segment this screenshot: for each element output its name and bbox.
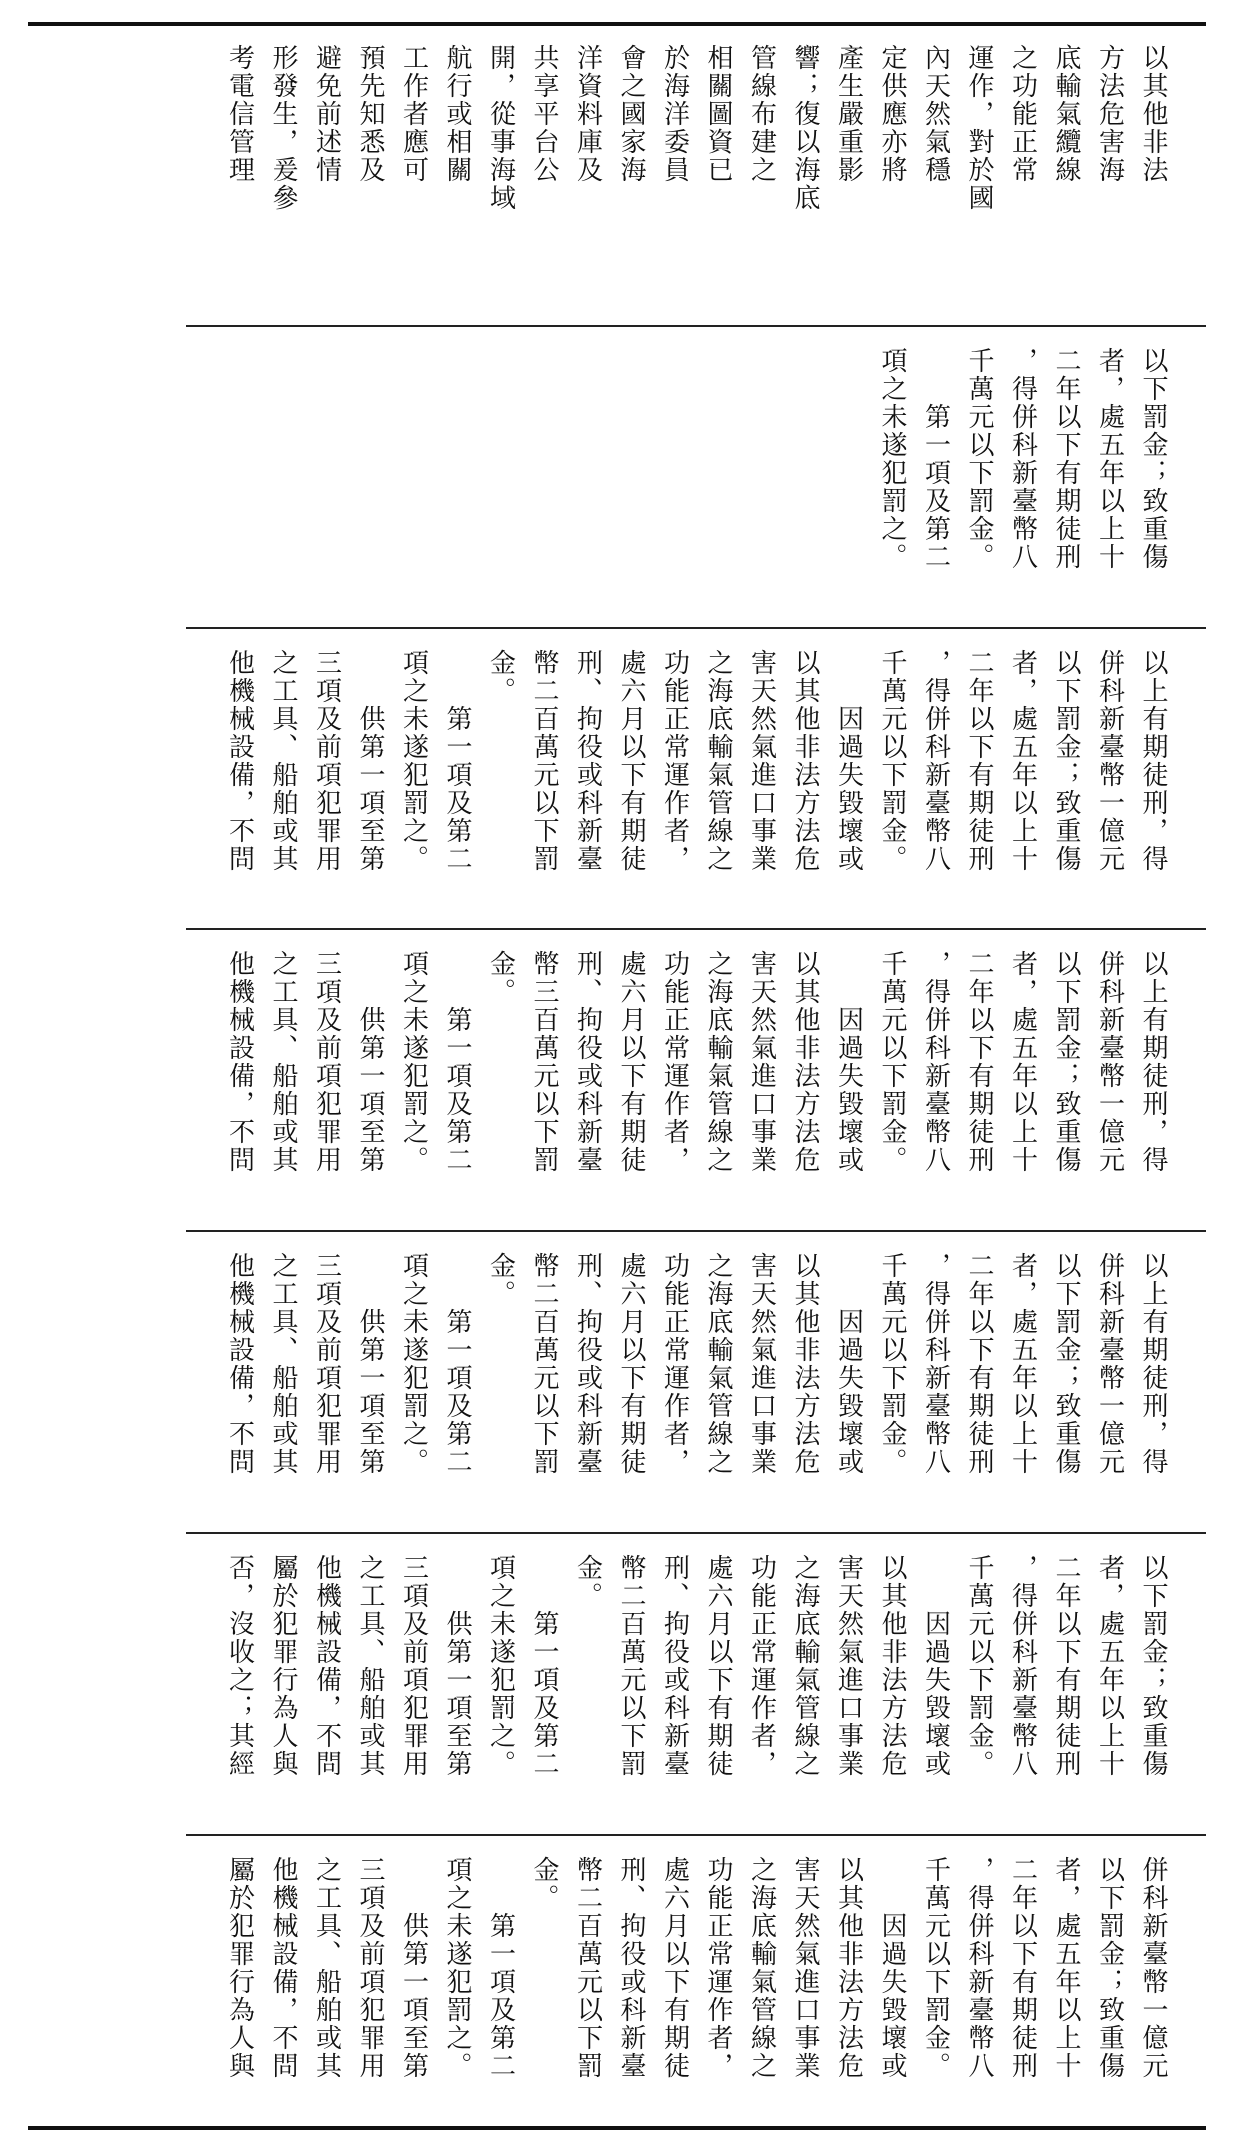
section-columns — [0, 936, 1234, 1226]
text-column: 之工具、船舶或其 — [268, 649, 298, 873]
section-divider — [186, 1834, 1206, 1836]
text-column: 因過失毀壞或 — [833, 649, 864, 873]
text-column: 二年以下有期徒刑 — [964, 1252, 994, 1476]
section-panel-4 — [0, 936, 1234, 1226]
text-column: 形發生，爰參 — [268, 44, 298, 212]
text-column: 因過失毀壞或 — [833, 1252, 864, 1476]
text-column: 二年以下有期徒刑 — [1007, 1856, 1038, 2080]
section-columns — [0, 1540, 1234, 1830]
text-column: 金。 — [485, 1252, 516, 1308]
text-column: 項之未遂犯罰之。 — [398, 1252, 429, 1476]
text-column: 功能正常運作者， — [746, 1554, 777, 1778]
text-column: 供第一項至第 — [355, 950, 385, 1174]
text-column: 二年以下有期徒刑 — [964, 950, 994, 1174]
text-column: 以其他非法 — [1138, 44, 1168, 184]
text-column: 千萬元以下罰金。 — [877, 1252, 907, 1476]
text-column: 處六月以下有期徒 — [616, 1252, 646, 1476]
text-column: 以其他非法方法危 — [790, 1252, 820, 1476]
text-column: 二年以下有期徒刑 — [964, 649, 994, 873]
text-column: 會之國家海 — [616, 44, 646, 184]
text-column: 以上有期徒刑，得 — [1138, 950, 1168, 1174]
text-column: 第一項及第二 — [485, 1856, 516, 2080]
section-panel-6 — [0, 1540, 1234, 1830]
text-column: 管線布建之 — [746, 44, 777, 184]
text-column: 處六月以下有期徒 — [703, 1554, 733, 1778]
text-column: 共享平台公 — [529, 44, 559, 184]
text-column: 避免前述情 — [311, 44, 342, 184]
text-column: 第一項及第二 — [529, 1554, 559, 1778]
text-column: 三項及前項犯罪用 — [355, 1856, 385, 2080]
section-divider — [186, 627, 1206, 629]
text-column: 產生嚴重影 — [833, 44, 864, 184]
text-column: 以下罰金；致重傷 — [1138, 1554, 1168, 1778]
text-column: 供第一項至第 — [355, 649, 385, 873]
text-column: 第一項及第二 — [442, 1252, 472, 1476]
text-column: 功能正常運作者， — [659, 1252, 690, 1476]
text-column: 內天然氣穩 — [920, 44, 951, 184]
text-column: 於海洋委員 — [659, 44, 690, 184]
text-column: 定供應亦將 — [877, 44, 907, 184]
text-column: ，得併科新臺幣八 — [1007, 347, 1038, 571]
text-column: 之海底輸氣管線之 — [703, 649, 733, 873]
text-column: 刑、拘役或科新臺 — [572, 1252, 603, 1476]
text-column: 之功能正常 — [1007, 44, 1038, 184]
text-column: 害天然氣進口事業 — [746, 649, 777, 873]
text-column: 三項及前項犯罪用 — [311, 649, 342, 873]
text-column: 刑、拘役或科新臺 — [572, 649, 603, 873]
section-panel-1 — [0, 30, 1234, 320]
text-column: 處六月以下有期徒 — [616, 649, 646, 873]
text-column: 千萬元以下罰金。 — [877, 950, 907, 1174]
text-column: 預先知悉及 — [355, 44, 385, 184]
text-column: 底輸氣纜線 — [1051, 44, 1081, 184]
text-column: 害天然氣進口事業 — [833, 1554, 864, 1778]
text-column: 項之未遂犯罰之。 — [398, 649, 429, 873]
text-column: 刑、拘役或科新臺 — [572, 950, 603, 1174]
text-column: 千萬元以下罰金。 — [877, 649, 907, 873]
text-column: 之工具、船舶或其 — [355, 1554, 385, 1778]
text-column: 屬於犯罪行為人與 — [224, 1856, 255, 2080]
text-column: 三項及前項犯罪用 — [311, 950, 342, 1174]
text-column: 者，處五年以上十 — [1094, 1554, 1125, 1778]
text-column: 幣二百萬元以下罰 — [616, 1554, 646, 1778]
text-column: 項之未遂犯罰之。 — [877, 347, 907, 571]
text-column: 千萬元以下罰金。 — [920, 1856, 951, 2080]
text-column: 幣二百萬元以下罰 — [529, 1252, 559, 1476]
text-column: 功能正常運作者， — [659, 649, 690, 873]
text-column: 者，處五年以上十 — [1051, 1856, 1081, 2080]
section-columns — [0, 30, 1168, 320]
text-column: 幣三百萬元以下罰 — [529, 950, 559, 1174]
text-column: 以下罰金；致重傷 — [1051, 1252, 1081, 1476]
text-column: 之海底輸氣管線之 — [703, 1252, 733, 1476]
text-column: ，得併科新臺幣八 — [920, 649, 951, 873]
text-column: 之工具、船舶或其 — [311, 1856, 342, 2080]
text-column: 害天然氣進口事業 — [746, 1252, 777, 1476]
text-column: 以其他非法方法危 — [790, 950, 820, 1174]
text-column: 以其他非法方法危 — [877, 1554, 907, 1778]
text-column: 方法危害海 — [1094, 44, 1125, 184]
text-column: 者，處五年以上十 — [1094, 347, 1125, 571]
text-column: 幣二百萬元以下罰 — [529, 649, 559, 873]
section-columns — [0, 635, 1234, 923]
text-column: 併科新臺幣一億元 — [1094, 649, 1125, 873]
text-column: 併科新臺幣一億元 — [1094, 950, 1125, 1174]
text-column: 項之未遂犯罰之。 — [398, 950, 429, 1174]
section-divider — [186, 928, 1206, 930]
text-column: 項之未遂犯罰之。 — [442, 1856, 472, 2080]
text-column: 者，處五年以上十 — [1007, 1252, 1038, 1476]
text-column: 以上有期徒刑，得 — [1138, 1252, 1168, 1476]
text-column: 刑、拘役或科新臺 — [659, 1554, 690, 1778]
top-rule — [28, 22, 1206, 26]
text-column: 功能正常運作者， — [703, 1856, 733, 2080]
text-column: 併科新臺幣一億元 — [1138, 1856, 1168, 2080]
text-column: 他機械設備，不問 — [311, 1554, 342, 1778]
text-column: 金。 — [572, 1554, 603, 1610]
text-column: 之海底輸氣管線之 — [790, 1554, 820, 1778]
text-column: 幣二百萬元以下罰 — [572, 1856, 603, 2080]
text-column: 刑、拘役或科新臺 — [616, 1856, 646, 2080]
text-column: 以其他非法方法危 — [790, 649, 820, 873]
text-column: 洋資料庫及 — [572, 44, 603, 184]
text-column: 二年以下有期徒刑 — [1051, 347, 1081, 571]
section-divider — [186, 1532, 1206, 1534]
text-column: 以下罰金；致重傷 — [1094, 1856, 1125, 2080]
text-column: 金。 — [485, 950, 516, 1006]
text-column: 因過失毀壞或 — [877, 1856, 907, 2080]
text-column: 處六月以下有期徒 — [616, 950, 646, 1174]
text-column: 併科新臺幣一億元 — [1094, 1252, 1125, 1476]
section-columns — [0, 1842, 1234, 2124]
text-column: 二年以下有期徒刑 — [1051, 1554, 1081, 1778]
text-column: 千萬元以下罰金。 — [964, 347, 994, 571]
text-column: 金。 — [485, 649, 516, 705]
text-column: 供第一項至第 — [355, 1252, 385, 1476]
text-column: 三項及前項犯罪用 — [311, 1252, 342, 1476]
text-column: 供第一項至第 — [442, 1554, 472, 1778]
text-column: 響；復以海底 — [790, 44, 820, 212]
section-columns — [0, 333, 1234, 623]
text-column: 以下罰金；致重傷 — [1138, 347, 1168, 571]
section-panel-7 — [0, 1842, 1234, 2124]
text-column: 害天然氣進口事業 — [746, 950, 777, 1174]
text-column: 第一項及第二 — [920, 347, 951, 571]
text-column: 因過失毀壞或 — [920, 1554, 951, 1778]
text-column: 金。 — [529, 1856, 559, 1912]
text-column: ，得併科新臺幣八 — [1007, 1554, 1038, 1778]
section-panel-3 — [0, 635, 1234, 923]
text-column: 者，處五年以上十 — [1007, 649, 1038, 873]
section-columns — [0, 1238, 1234, 1528]
section-divider — [186, 325, 1206, 327]
text-column: 之工具、船舶或其 — [268, 1252, 298, 1476]
text-column: 千萬元以下罰金。 — [964, 1554, 994, 1778]
text-column: 之海底輸氣管線之 — [746, 1856, 777, 2080]
text-column: ，得併科新臺幣八 — [920, 950, 951, 1174]
text-column: 相關圖資已 — [703, 44, 733, 184]
text-column: 以下罰金；致重傷 — [1051, 649, 1081, 873]
text-column: 之工具、船舶或其 — [268, 950, 298, 1174]
text-column: 屬於犯罪行為人與 — [268, 1554, 298, 1778]
section-panel-2 — [0, 333, 1234, 623]
text-column: 他機械設備，不問 — [224, 1252, 255, 1476]
text-column: 者，處五年以上十 — [1007, 950, 1038, 1174]
text-column: 工作者應可 — [398, 44, 429, 184]
text-column: 供第一項至第 — [398, 1856, 429, 2080]
text-column: 之海底輸氣管線之 — [703, 950, 733, 1174]
section-panel-5 — [0, 1238, 1234, 1528]
text-column: 否，沒收之；其經 — [224, 1554, 255, 1778]
text-column: 害天然氣進口事業 — [790, 1856, 820, 2080]
text-column: 項之未遂犯罰之。 — [485, 1554, 516, 1778]
text-column: 他機械設備，不問 — [268, 1856, 298, 2080]
text-column: 他機械設備，不問 — [224, 649, 255, 873]
text-column: ，得併科新臺幣八 — [920, 1252, 951, 1476]
text-column: 以下罰金；致重傷 — [1051, 950, 1081, 1174]
bottom-rule — [28, 2126, 1206, 2130]
text-column: 運作，對於國 — [964, 44, 994, 212]
text-column: 因過失毀壞或 — [833, 950, 864, 1174]
text-column: ，得併科新臺幣八 — [964, 1856, 994, 2080]
text-column: 三項及前項犯罪用 — [398, 1554, 429, 1778]
text-column: 以其他非法方法危 — [833, 1856, 864, 2080]
text-column: 第一項及第二 — [442, 649, 472, 873]
text-column: 處六月以下有期徒 — [659, 1856, 690, 2080]
text-column: 以上有期徒刑，得 — [1138, 649, 1168, 873]
text-column: 航行或相關 — [442, 44, 472, 184]
text-column: 他機械設備，不問 — [224, 950, 255, 1174]
text-column: 開，從事海域 — [485, 44, 516, 212]
text-column: 功能正常運作者， — [659, 950, 690, 1174]
text-column: 考電信管理 — [224, 44, 255, 184]
text-column: 第一項及第二 — [442, 950, 472, 1174]
section-divider — [186, 1230, 1206, 1232]
